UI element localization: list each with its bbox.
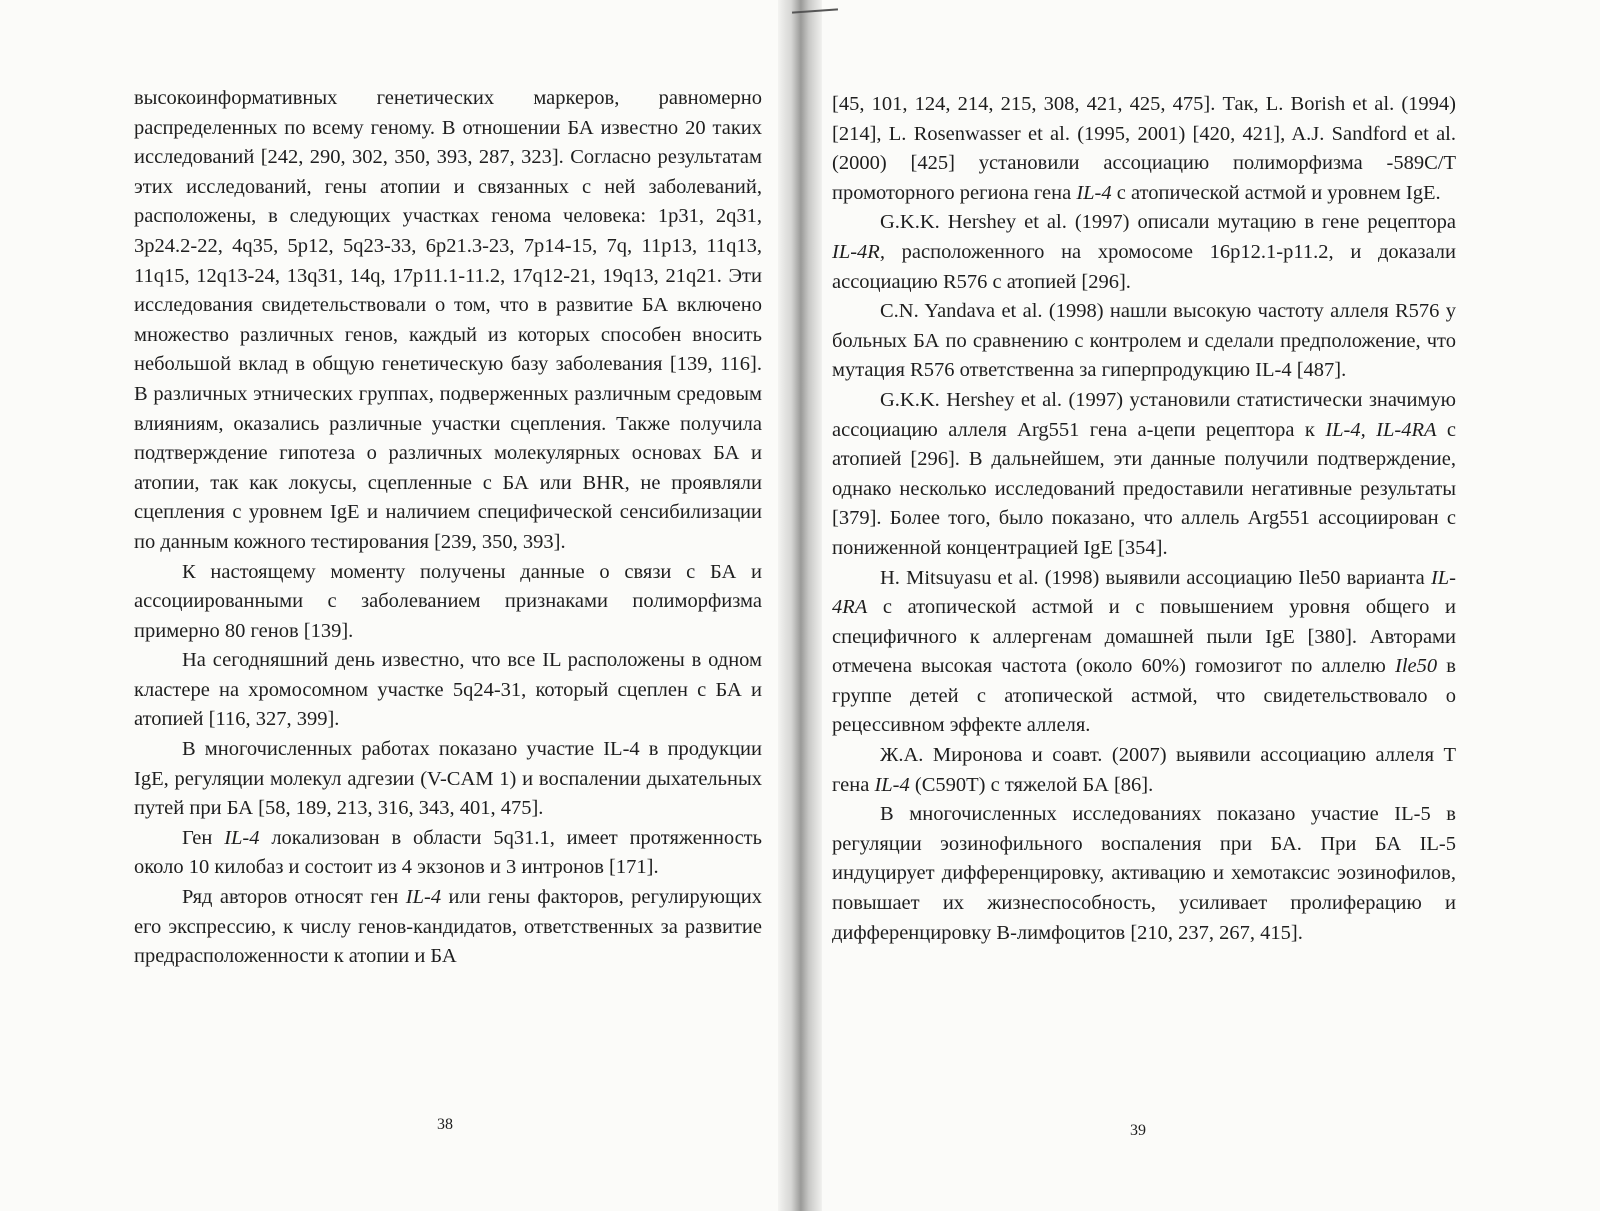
right-page-text: [832, 90, 1456, 948]
book-gutter: [778, 0, 822, 1211]
paragraph: высокоинформативных генетических маркеров, равномерно распределенных по всему геному. В отношении БА известно 20 таких исследований [242, 290, 302, 350, 393, 287, 323]. Согласно результатам этих исследований, гены атопии и связанных с ней заболеваний, расположены, в следующих участках генома человека: 1p31, 2q31, 3p24.2-22, 4q35, 5p12, 5q23-33, 6p21.3-23, 7p14-15, 7q, 11p13, 11q13, 11q15, 12q13-24, 13q31, 14q, 17p11.1-11.2, 17q12-21, 19q13, 21q21. Эти исследования свидетельствовали о том, что в развитие БА включено множество различных генов, каждый из которых способен вносить небольшой вклад в общую генетическую базу заболевания [139, 116]. В различных этнических группах, подверженных различным средовым влияниям, оказались различные участки сцепления. Также получила подтверждение гипотеза о различных молекулярных основах БА и атопии, так как локусы, сцепленные с БА или BHR, не проявляли сцепления с уровнем IgE и наличием специфической сенсибилизации по данным кожного тестирования [239, 350, 393].: [134, 87, 762, 553]
paragraph: G.K.K. Hershey et al. (1997) описали мутацию в гене рецептора IL-4R, расположенного на хромосоме 16p12.1-p11.2, и доказали ассоциацию R576 с атопией [296].: [832, 211, 1456, 293]
page-number-left: 38: [437, 1116, 453, 1133]
paragraph: Ж.А. Миронова и соавт. (2007) выявили ассоциацию аллеля T гена IL-4 (C590T) с тяжелой БА [86].: [832, 744, 1456, 796]
left-page-text: [134, 84, 762, 972]
paragraph: [45, 101, 124, 214, 215, 308, 421, 425, 475]. Так, L. Borish et al. (1994) [214], L. Rosenwasser et al. (1995, 2001) [420, 421], A.J. Sandford et al. (2000) [425] установили ассоциацию полиморфизма -589C/T промоторного региона гена IL-4 с атопической астмой и уровнем IgE.: [832, 93, 1456, 204]
paragraph: G.K.K. Hershey et al. (1997) установили статистически значимую ассоциацию аллеля Arg551 гена a-цепи рецептора к IL-4, IL-4RA с атопией [296]. В дальнейшем, эти данные получили подтверждение, однако несколько исследований предоставили негативные результаты [379]. Более того, было показано, что аллель Arg551 ассоциирован с пониженной концентрацией IgE [354].: [832, 388, 1457, 559]
paragraph: На сегодняшний день известно, что все IL расположены в одном кластере на хромосомном участке 5q24-31, который сцеплен с БА и атопией [116, 327, 399].: [134, 649, 762, 731]
paragraph: К настоящему моменту получены данные о связи с БА и ассоциированными с заболеванием признаками полиморфизма примерно 80 генов [139].: [134, 560, 762, 642]
page-number-right: 39: [1130, 1122, 1146, 1139]
paragraph: В многочисленных работах показано участие IL-4 в продукции IgE, регуляции молекул адгезии (V-CAM 1) и воспалении дыхательных путей при БА [58, 189, 213, 316, 343, 401, 475].: [134, 738, 762, 820]
paragraph: H. Mitsuyasu et al. (1998) выявили ассоциацию Ile50 варианта IL-4RA с атопической астмой и с повышением уровня общего и специфичного к аллергенам домашней пыли IgE [380]. Авторами отмечена высокая частота (около 60%) гомозигот по аллелю Ile50 в группе детей с атопической астмой, что свидетельствовало о рецессивном эффекте аллеля.: [832, 566, 1456, 737]
paragraph: C.N. Yandava et al. (1998) нашли высокую частоту аллеля R576 у больных БА по сравнению с контролем и сделали предположение, что мутация R576 ответственна за гиперпродукцию IL-4 [487].: [832, 300, 1456, 382]
paragraph: Ген IL-4 локализован в области 5q31.1, имеет протяженность около 10 килобаз и состоит из 4 экзонов и 3 интронов [171].: [134, 826, 762, 879]
paragraph: В многочисленных исследованиях показано участие IL-5 в регуляции эозинофильного воспаления при БА. При БА IL-5 индуцирует дифференцировку, активацию и хемотаксис эозинофилов, повышает их жизнеспособность, усиливает пролиферацию и дифференцировку B-лимфоцитов [210, 237, 267, 415].: [832, 803, 1456, 944]
paragraph: Ряд авторов относят ген IL-4 или гены факторов, регулирующих его экспрессию, к числу генов-кандидатов, ответственных за развитие предрасположенности к атопии и БА: [134, 886, 762, 968]
